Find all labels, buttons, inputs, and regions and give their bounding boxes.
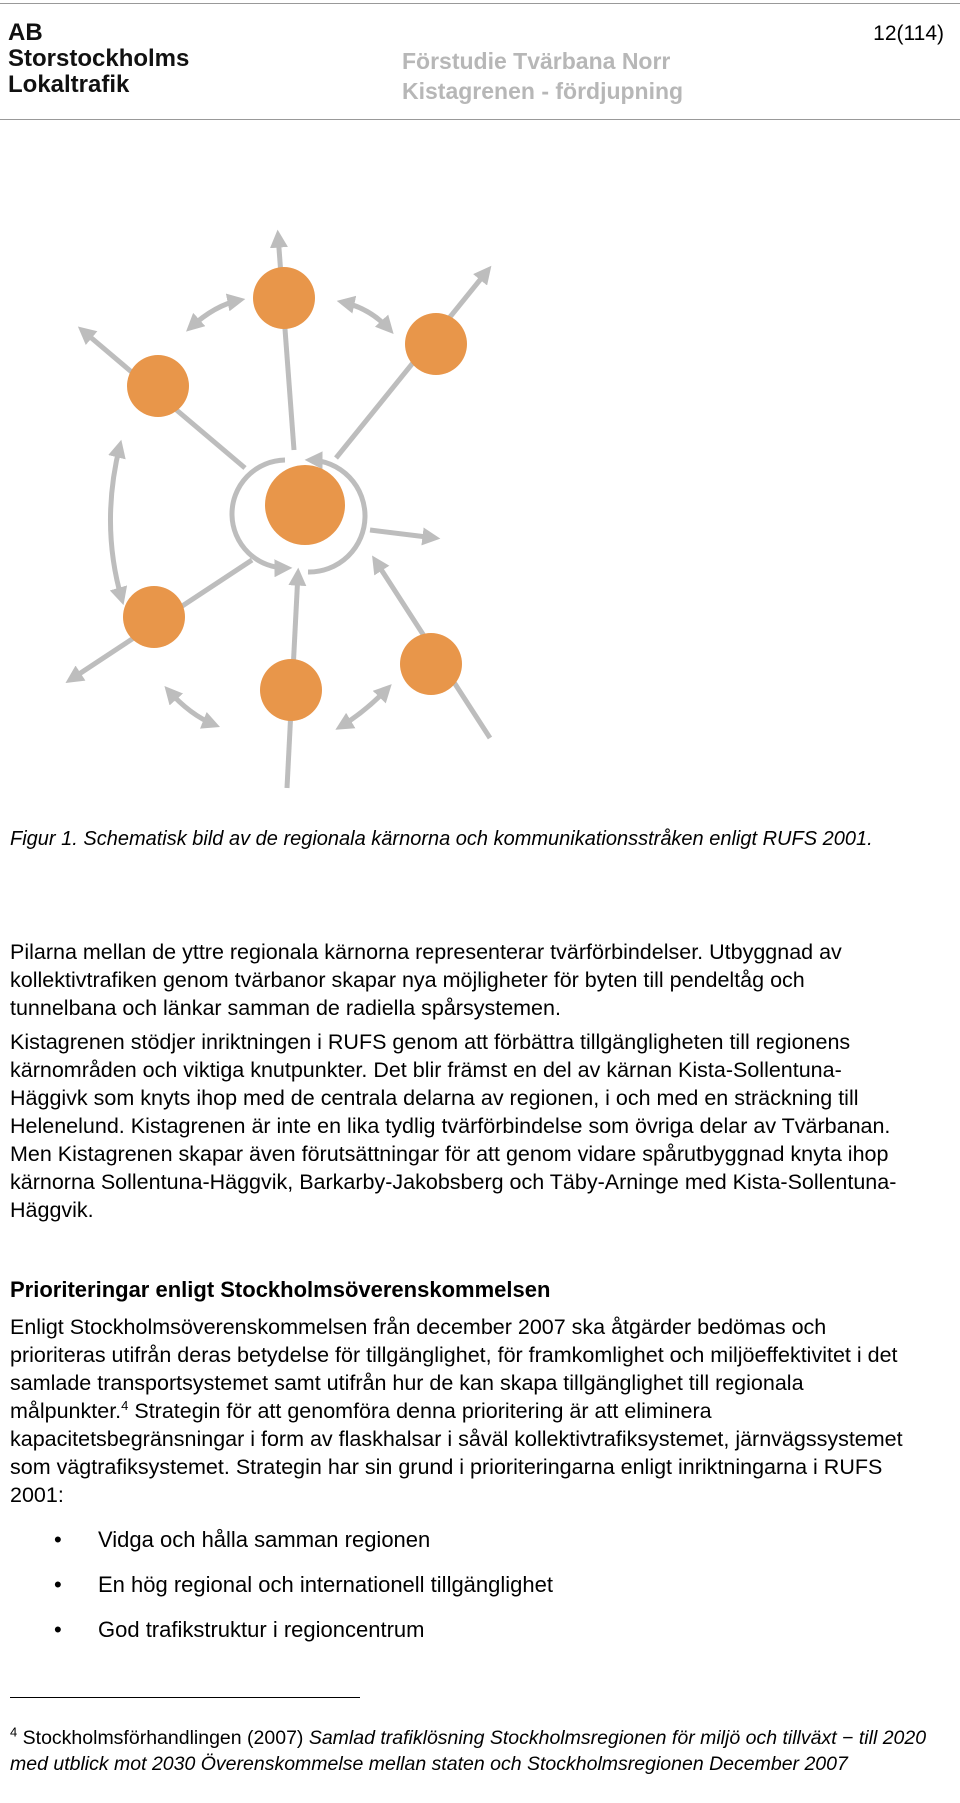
list-item — [0, 1613, 900, 1658]
footnote — [10, 1725, 930, 1777]
header-top-rule — [0, 3, 960, 4]
paragraph-3-text-before-note: Enligt Stockholmsöverenskommelsen från december 2007 ska åtgärder bedömas och prioriteras utifrån deras betydelse för tillgänglighet, för framkomlighet och miljöeffektivitet i det samlade transportsystemet samt utifrån hur de kan skapa tillgänglighet till regionala målpunkter. — [10, 1315, 898, 1423]
arrow-outer-top-right — [342, 302, 390, 330]
bullet-icon: • — [54, 1617, 62, 1642]
list-item — [0, 1568, 900, 1613]
arrow-outer-top-left — [190, 300, 240, 328]
document-title-line-2: Kistagrenen - fördjupning — [402, 78, 684, 104]
bullet-icon: • — [54, 1572, 62, 1597]
paragraph-1: Pilarna mellan de yttre regionala kärnorna representerar tvärförbindelser. Utbyggnad av kollektivtrafiken genom tvärbanor skapar nya möjligheter för byten till pendeltåg och tunnelbana och länkar samman de radiella spårsystemen. — [10, 940, 842, 1020]
document-title-line-1: Förstudie Tvärbana Norr — [402, 48, 671, 74]
logo-line-1: AB — [8, 19, 43, 46]
list-item-label: Vidga och hålla samman regionen — [98, 1527, 431, 1552]
logo-line-2: Storstockholms — [8, 45, 190, 72]
bullet-icon: • — [54, 1527, 62, 1552]
priority-bullet-list — [0, 1523, 900, 1658]
footnote-separator — [10, 1697, 360, 1698]
central-core-node — [265, 465, 345, 545]
section-heading: Prioriteringar enligt Stockholmsöverenskommelsen — [10, 1277, 551, 1302]
paragraph-2: Kistagrenen stödjer inriktningen i RUFS genom att förbättra tillgängligheten till regionens kärnområden och viktiga knutpunkter. Det blir främst en del av kärnan Kista-Sollentuna-Häggivk som knyts ihop med de centrala delarna av regionen, i och med en sträckning till Helenelund. Kistagrenen är inte en lika tydlig tvärförbindelse som övriga delar av Tvärbanan. Men Kistagrenen skapar även förutsättningar för att genom vidare spårutbyggnad knyta ihop kärnorna Sollentuna-Häggvik, Barkarby-Jakobsberg och Täby-Arninge med Kista-Sollentuna-Häggvik. — [10, 1030, 897, 1222]
regional-cores-figure — [40, 190, 520, 810]
arrow-outer-left — [110, 445, 122, 600]
outer-core-node-top-right — [405, 313, 467, 375]
outer-core-node-top — [253, 267, 315, 329]
page-number: 12(114) — [873, 22, 944, 45]
footnote-reference[interactable]: 4 — [121, 1397, 129, 1413]
outer-core-node-bottom-left — [123, 586, 185, 648]
footnote-title: Samlad trafiklösning Stockholmsregionen för miljö och tillväxt − till 2020 med utblick mot 2030 Överenskommelse mellan staten och Stockholmsregionen December 2007 — [10, 1727, 927, 1775]
regional-cores-diagram — [40, 190, 520, 810]
arrow-outer-bottom-left — [168, 690, 215, 725]
sl-logo — [8, 20, 189, 98]
list-item — [0, 1523, 900, 1568]
outer-core-node-bottom — [260, 659, 322, 721]
header-bottom-rule — [0, 119, 960, 120]
document-title — [402, 46, 683, 106]
footnote-marker: 4 — [10, 1724, 18, 1740]
list-item-label: God trafikstruktur i regioncentrum — [98, 1617, 425, 1642]
logo-line-3: Lokaltrafik — [8, 71, 130, 98]
footnote-source: Stockholmsförhandlingen (2007) — [17, 1727, 309, 1749]
list-item-label: En hög regional och internationell tillgänglighet — [98, 1572, 553, 1597]
figure-caption: Figur 1. Schematisk bild av de regionala kärnorna och kommunikationsstråken enligt RUFS 2001. — [10, 828, 873, 850]
arrow-outer-bottom-right — [340, 688, 388, 727]
outer-core-node-bottom-right — [400, 633, 462, 695]
paragraph-3 — [10, 1313, 910, 1509]
page-header — [0, 0, 960, 120]
paragraph-3-text-after-note: Strategin för att genomföra denna prioritering är att eliminera kapacitetsbegränsningar i form av flaskhalsar i såväl kollektivtrafiksystemet, järnvägssystemet som vägtrafiksystemet. Strategin har sin grund i prioriteringarna enligt inriktningarna i RUFS 2001: — [10, 1399, 903, 1507]
arrow-up-right — [336, 270, 488, 458]
outer-core-node-top-left — [127, 355, 189, 417]
arrow-right — [370, 530, 435, 538]
